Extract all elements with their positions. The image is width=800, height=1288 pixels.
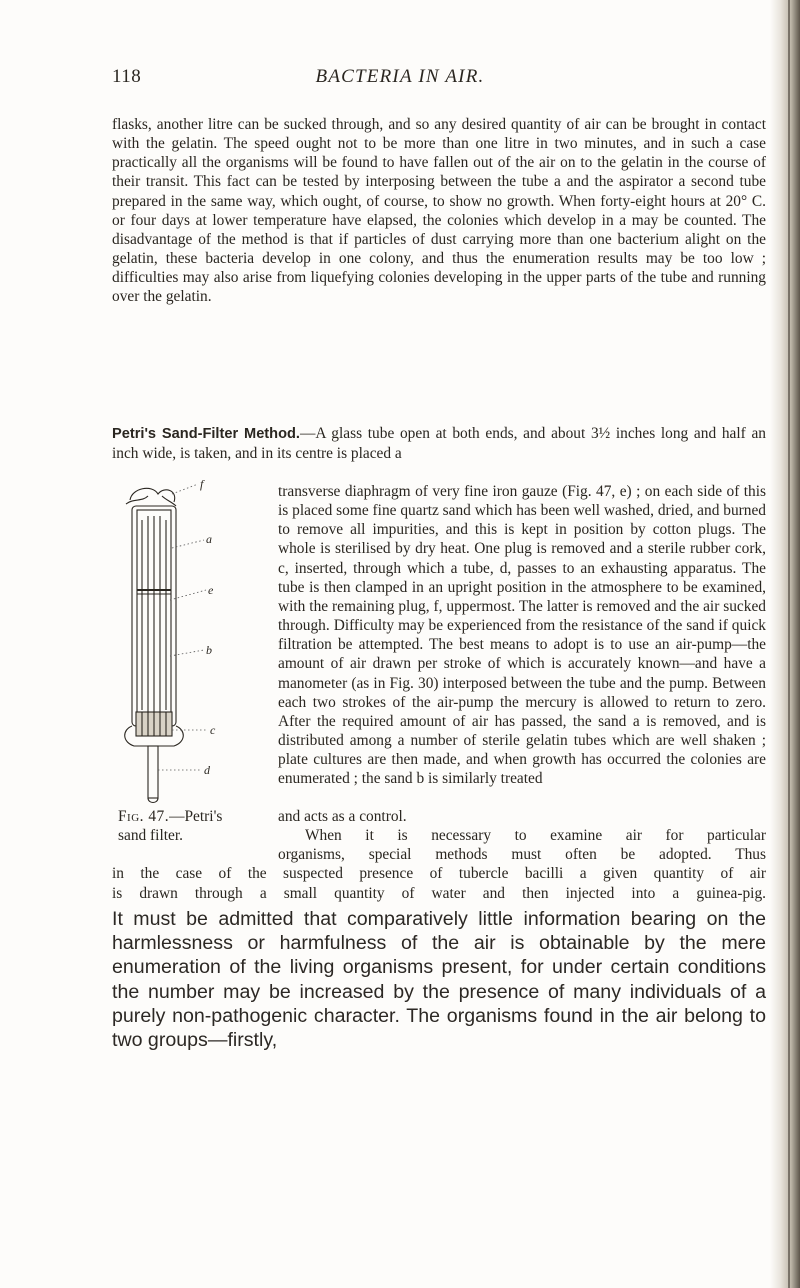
paragraph-flasks: flasks, another litre can be sucked through, and so any desired quantity of air can be brought in contact with the gelatin. The speed ought not to be more than one litre in two minutes, and in such a case practically all the organisms will be found to have fallen out of the air on to the gelatin in the course of their transit. This fact can be tested by interposing between the tube a and the aspirator a second tube prepared in the same way, which ought, of course, to show no growth. When forty-eight hours at 20° C. or four days at lower temperature have elapsed, the colonies which develop in a may be counted. The disadvantage of the method is that if particles of dust carrying more than one bacterium alight on the gelatin, these bacteria develop in one colony, and thus the enumeration results may be too low ; difficulties may also arise from liquefying colonies developing in the upper parts of the tube and running over the gelatin.: [112, 116, 766, 306]
continuation-line-1: and acts as a control.: [278, 808, 407, 825]
section-petri-wrapped-text: transverse diaphragm of very fine iron gauze (Fig. 47, e) ; on each side of this is placed some fine quartz sand which has been well washed, dried, and burned to remove all impurities, and this is kept in position by cotton plugs. The whole is sterilised by dry heat. One plug is removed and a sterile rubber cork, c, inserted, through which a tube, d, passes to an exhausting apparatus. The tube is then clamped in an upright position in the atmosphere to be examined, with the remaining plug, f, uppermost. The latter is removed and the air sucked through. Difficulty may be experienced from the resistance of the sand if quick filtration be attempted. The best means to adopt is to use an air-pump—the amount of air drawn per stroke of which is accurately known—and have a manometer (as in Fig. 30) interposed between the tube and the pump. Between each two strokes of the air-pump the mercury is allowed to return to zero. After the required amount of air has passed, the sand a is removed, and is distributed among a number of sterile gelatin tubes which are well shaken ; plate cultures are then made, and when growth has occurred the colonies are enumerated ; the sand b is similarly treated: [278, 483, 766, 788]
page-edge-shadow: [770, 0, 800, 1288]
paragraph-harmlessness: It must be admitted that comparatively little information bearing on the harmlessness or harmfulness of the air is obtainable by the mere enumeration of the living organisms present, for under certain conditions the number may be increased by the presence of many individuals of a purely non-pathogenic character. The organisms found in the air belong to two groups—firstly,: [112, 908, 766, 1052]
figure-label-c: c: [210, 723, 216, 737]
continuation-line-3: organisms, special methods must often be adopted. Thus: [278, 846, 766, 864]
section-heading: Petri's Sand-Filter Method.: [112, 426, 300, 442]
continuation-line-5: is drawn through a small quantity of water and then injected into a guinea-pig.: [112, 884, 766, 902]
figure-label-f: f: [200, 480, 204, 491]
figure-petri-sand-filter: [112, 480, 272, 810]
continuation-line-2: When it is necessary to examine air for particular: [305, 827, 766, 845]
page-edge-line: [788, 0, 790, 1288]
figure-caption: [112, 807, 272, 845]
figure-label-b: b: [206, 643, 212, 657]
figure-label-d: d: [204, 763, 210, 777]
section-petri-lead: [112, 424, 766, 463]
figure-caption-line-1: [112, 807, 272, 826]
figure-label-a: a: [206, 532, 212, 546]
figure-label-e: e: [208, 583, 214, 597]
page-number: 118: [112, 66, 142, 87]
continuation-line-4: in the case of the suspected presence of tubercle bacilli a given quantity of air: [112, 865, 766, 883]
running-title: BACTERIA IN AIR.: [315, 66, 485, 87]
sand-filter-illustration: [112, 480, 272, 810]
section-lead-text: —A glass tube open at both ends, and about 3½ inches long and half an inch wide, is taken, and in its centre is placed a: [112, 425, 766, 463]
figure-caption-line-2: sand filter.: [118, 827, 183, 845]
figure-caption-label: Fig. 47.: [118, 808, 170, 825]
figure-caption-text: —Petri's: [169, 808, 223, 825]
page-header: [0, 66, 800, 94]
